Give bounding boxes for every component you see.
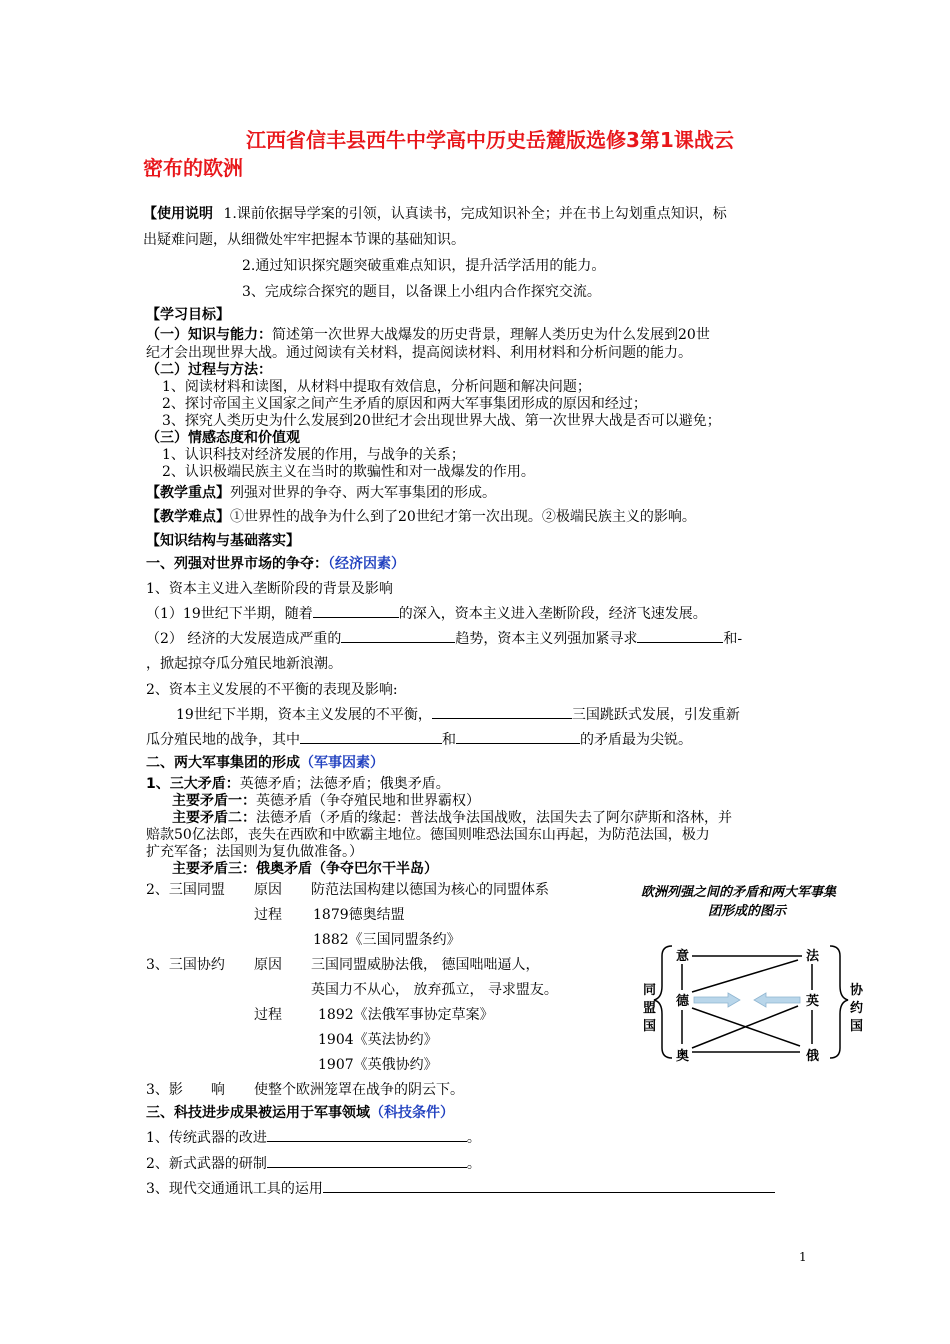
three-conflicts-label: 1、三大矛盾：	[146, 776, 240, 792]
difficult-text: ①世界性的战争为什么到了20世纪才第一次出现。②极端民族主义的影响。	[230, 509, 696, 525]
process-item2: 2、探讨帝国主义国家之间产生矛盾的原因和两大军事集团形成的原因和经过；	[162, 396, 647, 412]
triple-entente-step3: 1907《英俄协约》	[318, 1057, 438, 1073]
section3-line2-text: 2、新式武器的研制	[146, 1156, 267, 1172]
triple-entente-label: 3、三国协约	[146, 957, 225, 973]
right-group-char-2: 约	[850, 1001, 864, 1016]
process-label: （二）过程与方法：	[146, 362, 272, 378]
triple-alliance-process-label: 过程	[254, 907, 282, 923]
right-group-char-3: 国	[850, 1019, 864, 1034]
goals-header: 【学习目标】	[146, 307, 230, 323]
section1-line3-c: 和-	[723, 631, 743, 647]
section1-line6-a: 19世纪下半期，资本主义发展的不平衡，	[176, 707, 432, 723]
knowledge-label: （一）知识与能力：	[146, 327, 272, 343]
three-conflicts-text: 英德矛盾；法德矛盾；俄奥矛盾。	[239, 776, 450, 792]
emotion-item2: 2、认识极端民族主义在当时的欺骗性和对一战爆发的作用。	[162, 464, 535, 480]
triple-entente-reason2: 英国力不从心， 放弃孤立， 寻求盟友。	[311, 982, 558, 998]
usage-item1: 1.课前依据导学案的引领，认真读书，完成知识补全；并在书上勾划重点知识，标	[223, 206, 727, 222]
section2-title-text: 二、两大军事集团的形成	[146, 755, 300, 771]
section1-line3-a: （2） 经济的大发展造成严重的	[146, 631, 342, 647]
left-group-char-1: 同	[643, 983, 657, 998]
triple-entente-process-label: 过程	[254, 1007, 282, 1023]
knowledge-text1: 简述第一次世界大战爆发的历史背景，理解人类历史为什么发展到20世	[272, 327, 710, 343]
section3-line1	[146, 1127, 481, 1147]
blank-7[interactable]	[267, 1127, 467, 1142]
left-group-char-2: 盟	[643, 1001, 657, 1016]
arrow-germany-to-britain	[694, 993, 740, 1007]
section2-tag: （军事因素）	[300, 755, 384, 771]
section3-line3-text: 3、现代交通通讯工具的运用	[146, 1181, 323, 1197]
knowledge-text2: 纪才会出现世界大战。通过阅读有关材料，提高阅读材料、利用材料和分析问题的能力。	[146, 345, 692, 361]
section1-line6-b: 三国跳跃式发展，引发重新	[571, 707, 740, 723]
blank-5[interactable]	[300, 729, 442, 744]
section1-line2	[146, 603, 707, 623]
line-austria-britain	[692, 1006, 798, 1048]
usage-item3: 3、完成综合探究的题目，以备课上小组内合作探究交流。	[242, 284, 601, 300]
teaching-difficult	[146, 506, 696, 526]
section3-title-text: 三、科技进步成果被运用于军事领域	[146, 1105, 370, 1121]
section1-line3-b: 趋势，资本主义列强加紧寻求	[455, 631, 638, 647]
conflict-2-text: 法德矛盾（矛盾的缘起：普法战争法国战败，法国失去了阿尔萨斯和洛林，并	[256, 810, 732, 826]
key-text: 列强对世界的争夺、两大军事集团的形成。	[230, 485, 496, 501]
impact-label: 3、影 响	[146, 1082, 225, 1098]
blank-2[interactable]	[341, 628, 455, 643]
document-title-line2: 密布的欧洲	[143, 156, 243, 180]
blank-4[interactable]	[432, 704, 572, 719]
usage-item2: 2.通过知识探究题突破重难点知识，提升活学活用的能力。	[242, 258, 606, 274]
section1-line1: 1、资本主义进入垄断阶段的背景及影响	[146, 581, 393, 597]
left-brace	[654, 946, 672, 1058]
section3-line1-text: 1、传统武器的改进	[146, 1130, 267, 1146]
blank-6[interactable]	[456, 729, 580, 744]
triple-entente-step2: 1904《英法协约》	[318, 1032, 438, 1048]
arrow-britain-to-germany	[754, 993, 800, 1007]
triple-alliance-step2: 1882《三国同盟条约》	[313, 932, 461, 948]
blank-1[interactable]	[313, 603, 399, 618]
conflict-1-text: 英德矛盾（争夺殖民地和世界霸权）	[256, 793, 480, 809]
triple-alliance-label: 2、三国同盟	[146, 882, 225, 898]
section1-line5: 2、资本主义发展的不平衡的表现及影响:	[146, 682, 398, 698]
section1-line4: ，掀起掠夺瓜分殖民地新浪潮。	[146, 656, 342, 672]
conflict-1-label: 主要矛盾一：	[172, 793, 256, 809]
section1-line2-b: 的深入，资本主义进入垄断阶段，经济飞速发展。	[398, 606, 707, 622]
node-austria: 奥	[676, 1049, 690, 1064]
node-britain: 英	[806, 994, 820, 1009]
conflict-2-line2: 赔款50亿法郎，丧失在西欧和中欧霸主地位。德国则唯恐法国东山再起，为防范法国，极力	[146, 827, 710, 843]
section1-line7-b: 和	[442, 732, 456, 748]
node-germany: 德	[676, 994, 690, 1009]
teaching-key	[146, 482, 496, 502]
process-item3: 3、探究人类历史为什么发展到20世纪才会出现世界大战、第一次世界大战是否可以避免；	[162, 413, 721, 429]
triple-alliance-reason-label: 原因	[254, 882, 282, 898]
section1-line6	[176, 704, 740, 724]
goals-knowledge	[146, 324, 710, 344]
emotion-label: （三）情感态度和价值观	[146, 430, 300, 446]
conflict-2-label: 主要矛盾二：	[172, 810, 256, 826]
right-brace	[830, 946, 848, 1058]
triple-entente-step1: 1892《法俄军事协定草案》	[318, 1007, 494, 1023]
right-group-char-1: 协	[850, 983, 864, 998]
emotion-item1: 1、认识科技对经济发展的作用，与战争的关系；	[162, 447, 465, 463]
section1-line3	[146, 628, 742, 648]
diagram-caption-line1: 欧洲列强之间的矛盾和两大军事集	[641, 885, 837, 900]
section1-line7-a: 瓜分殖民地的战争，其中	[146, 732, 300, 748]
triple-alliance-reason: 防范法国构建以德国为核心的同盟体系	[311, 882, 549, 898]
node-russia: 俄	[806, 1049, 820, 1064]
usage-label: 【使用说明	[143, 206, 213, 222]
section1-title	[146, 553, 405, 573]
usage-line1	[143, 203, 727, 223]
key-label: 【教学重点】	[146, 485, 230, 501]
node-italy: 意	[676, 949, 690, 964]
document-title-line1: 江西省信丰县西牛中学高中历史岳麓版选修3第1课战云	[246, 128, 734, 152]
blank-8[interactable]	[267, 1153, 467, 1168]
section3-line3	[146, 1178, 775, 1198]
impact-text: 使整个欧洲笼罩在战争的阴云下。	[254, 1082, 464, 1098]
left-group-char-3: 国	[643, 1019, 657, 1034]
section3-line1-end: 。	[466, 1130, 481, 1146]
process-item1: 1、阅读材料和读图，从材料中提取有效信息，分析问题和解决问题；	[162, 379, 591, 395]
difficult-label: 【教学难点】	[146, 509, 230, 525]
diagram-caption-line2: 团形成的图示	[708, 904, 787, 919]
section3-title	[146, 1102, 454, 1122]
section1-title-text: 一、列强对世界市场的争夺：	[146, 556, 328, 572]
section3-tag: （科技条件）	[370, 1105, 454, 1121]
node-france: 法	[806, 949, 820, 964]
section1-line2-a: （1）19世纪下半期，随着	[146, 606, 313, 622]
structure-header: 【知识结构与基础落实】	[146, 533, 300, 549]
blank-9[interactable]	[323, 1178, 775, 1193]
section2-title	[146, 752, 384, 772]
page-number: 1	[799, 1250, 807, 1264]
section1-line7-c: 的矛盾最为尖锐。	[580, 732, 692, 748]
line-germany-france	[692, 960, 798, 992]
alliances-diagram	[630, 938, 870, 1068]
section3-line2	[146, 1153, 481, 1173]
conflict-3: 主要矛盾三：俄奥矛盾（争夺巴尔干半岛）	[172, 861, 438, 877]
section1-line7	[146, 729, 692, 749]
section1-tag: （经济因素）	[328, 556, 405, 572]
conflict-2-line3: 扩充军备；法国则为复仇做准备。）	[146, 844, 363, 860]
blank-3[interactable]	[637, 628, 723, 643]
section3-line2-end: 。	[466, 1156, 481, 1172]
triple-alliance-step1: 1879德奥结盟	[313, 907, 405, 923]
triple-entente-reason1: 三国同盟威胁法俄， 德国咄咄逼人，	[311, 957, 540, 973]
triple-entente-reason-label: 原因	[254, 957, 282, 973]
usage-line1b: 出疑难问题，从细微处牢牢把握本节课的基础知识。	[143, 232, 465, 248]
